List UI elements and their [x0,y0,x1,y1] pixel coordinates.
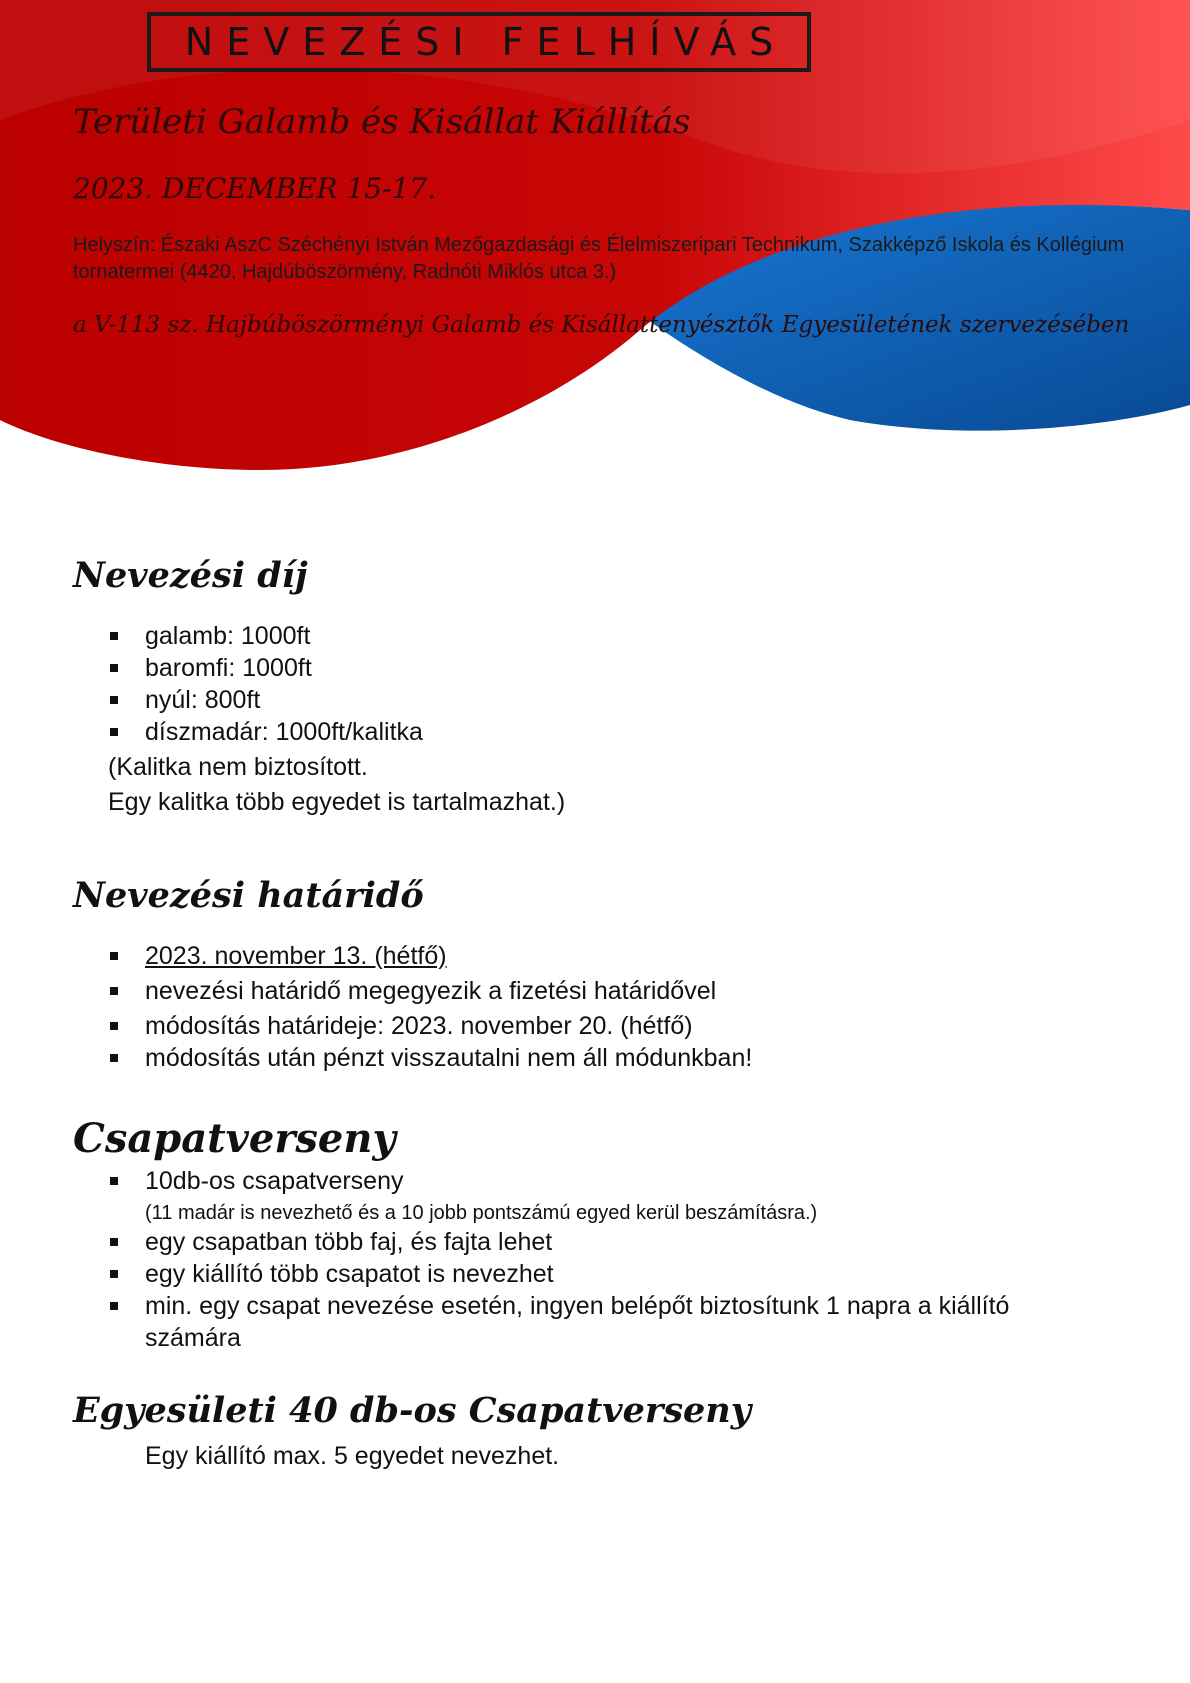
team-title: Csapatverseny [73,1115,396,1162]
event-name: Területi Galamb és Kisállat Kiállítás [73,102,691,142]
list-item: egy kiállító több csapatot is nevezhet [0,1258,1009,1290]
fees-note [108,750,565,820]
organizer: a V-113 sz. Hajbúböszörményi Galamb és Kisállattenyésztők Egyesületének szervezésében [73,312,1130,338]
team-list [0,1165,403,1197]
team-item-continuation: számára [145,1324,241,1352]
list-item: 10db-os csapatverseny [0,1165,403,1197]
list-item: módosítás után pénzt visszautalni nem áll módunkban! [0,1042,752,1074]
deadline-title: Nevezési határidő [73,875,424,916]
title-box [147,12,811,72]
list-item: nevezési határidő megegyezik a fizetési határidővel [0,975,752,1007]
page-title: NEVEZÉSI FELHÍVÁS [184,20,787,64]
list-item: díszmadár: 1000ft/kalitka [0,716,423,748]
fees-title: Nevezési díj [73,555,308,596]
list-item: egy csapatban több faj, és fajta lehet [0,1226,1009,1258]
club-team-title: Egyesületi 40 db-os Csapatverseny [73,1390,752,1431]
team-item-note: (11 madár is nevezhető és a 10 jobb pontszámú egyed kerül beszámításra.) [145,1202,818,1224]
list-item: 2023. november 13. (hétfő) [0,940,752,972]
list-item: min. egy csapat nevezése esetén, ingyen belépőt biztosítunk 1 napra a kiállító [0,1290,1009,1322]
fees-list [0,620,423,748]
fees-note-line: Egy kalitka több egyedet is tartalmazhat.) [108,788,566,816]
event-location: Helyszín: Északi AszC Széchényi István Mezőgazdasági és Élelmiszeripari Technikum, Szakképző Iskola és Kollégium tornatermei (4420, Hajdúböszörmény, Radnóti Miklós utca 3.) [73,234,1125,283]
list-item: módosítás határideje: 2023. november 20. (hétfő) [0,1010,752,1042]
event-date: 2023. DECEMBER 15-17. [73,172,437,205]
team-list-continued [0,1226,1009,1322]
deadline-list [0,940,752,1074]
list-item: galamb: 1000ft [0,620,423,652]
list-item: baromfi: 1000ft [0,652,423,684]
list-item: nyúl: 800ft [0,684,423,716]
club-team-text: Egy kiállító max. 5 egyedet nevezhet. [145,1442,560,1470]
fees-note-line: (Kalitka nem biztosított. [108,753,368,781]
